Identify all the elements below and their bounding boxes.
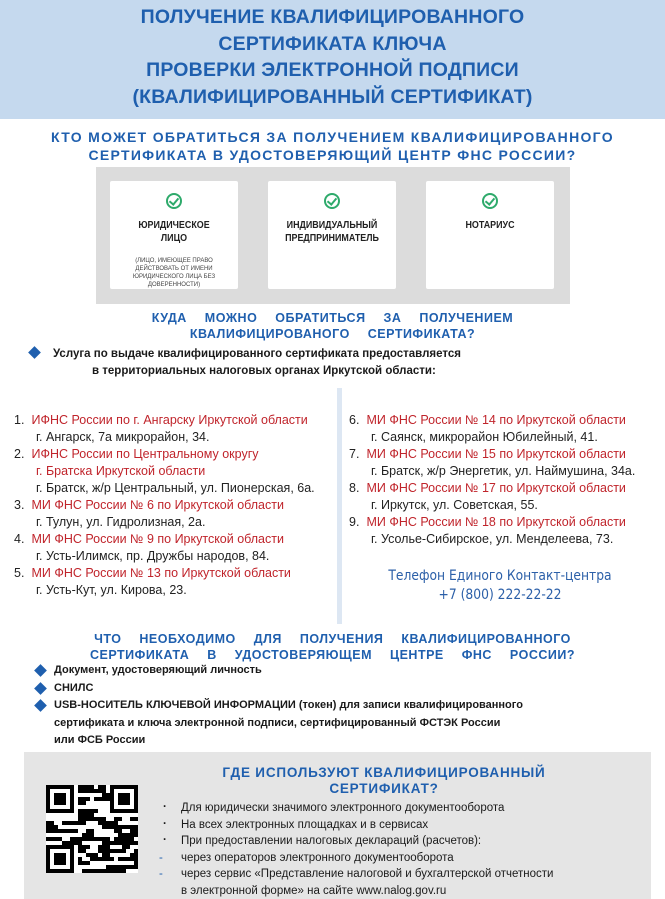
where-title-line-1: КУДА МОЖНО ОБРАТИТЬСЯ ЗА ПОЛУЧЕНИЕМ	[151, 311, 514, 325]
applicant-cards	[96, 167, 570, 304]
who-title-line-1: КТО МОЖЕТ ОБРАТИТЬСЯ ЗА ПОЛУЧЕНИЕМ КВАЛИФИЦИРОВАННОГО	[51, 129, 614, 145]
card-title: ЮРИДИЧЕСКОЕ ЛИЦО	[138, 219, 210, 244]
usage-dash: - через сервис «Представление налоговой и бухгалтерской отчетности	[159, 866, 649, 883]
card-legal-entity	[110, 181, 238, 289]
qr-code-icon[interactable]	[46, 785, 138, 873]
office-item: 6. МИ ФНС России № 14 по Иркутской области г. Саянск, микрорайон Юбилейный, 41.	[349, 413, 626, 444]
where-title-line-2: КВАЛИФИЦИРОВАНОГО СЕРТИФИКАТА?	[189, 327, 476, 341]
offices-left-column	[5, 388, 337, 624]
office-item: 1. ИФНС России по г. Ангарску Иркутской области г. Ангарск, 7а микрорайон, 34.	[14, 413, 308, 444]
usage-bullet: · При предоставлении налоговых деклараций (расчетов):	[159, 833, 649, 850]
diamond-bullet-icon	[28, 346, 41, 359]
who-title-line-2: СЕРТИФИКАТА В УДОСТОВЕРЯЮЩИЙ ЦЕНТР ФНС РОССИИ?	[88, 147, 577, 163]
card-notary	[426, 181, 554, 289]
office-item: 2. ИФНС России по Центральному округу г. Братска Иркутской области г. Братск, ж/р Центральный, ул. Пионерская, 6а.	[14, 447, 315, 495]
check-icon	[482, 193, 498, 209]
usage-title: ГДЕ ИСПОЛЬЗУЮТ КВАЛИФИЦИРОВАННЫЙ СЕРТИФИКАТ?	[222, 765, 546, 796]
need-item: USB-НОСИТЕЛЬ КЛЮЧЕВОЙ ИНФОРМАЦИИ (токен) для записи квалифицированного	[32, 697, 652, 715]
diamond-bullet-icon	[34, 682, 47, 695]
header-line-2: СЕРТИФИКАТА КЛЮЧА	[218, 32, 447, 55]
header-line-3: ПРОВЕРКИ ЭЛЕКТРОННОЙ ПОДПИСИ	[146, 59, 519, 81]
office-item: 7. МИ ФНС России № 15 по Иркутской области г. Братск, ж/р Энергетик, ул. Наймушина, 34а.	[349, 447, 636, 478]
check-icon	[324, 193, 340, 209]
office-item: 8. МИ ФНС России № 17 по Иркутской области г. Иркутск, ул. Советская, 55.	[349, 481, 626, 512]
usage-bullet: · Для юридически значимого электронного документооборота	[159, 800, 649, 817]
office-item: 5. МИ ФНС России № 13 по Иркутской области г. Усть-Кут, ул. Кирова, 23.	[14, 566, 291, 597]
usage-bullet: · На всех электронных площадках и в сервисах	[159, 817, 649, 834]
card-title: ИНДИВИДУАЛЬНЫЙ ПРЕДПРИНИМАТЕЛЬ	[285, 219, 379, 244]
contact-center	[364, 567, 636, 605]
office-item: 9. МИ ФНС России № 18 по Иркутской области г. Усолье-Сибирское, ул. Менделеева, 73.	[349, 515, 626, 546]
card-title: НОТАРИУС	[465, 219, 515, 231]
page-header	[0, 0, 665, 119]
header-line-4: (КВАЛИФИЦИРОВАННЫЙ СЕРТИФИКАТ)	[132, 85, 533, 108]
office-item: 4. МИ ФНС России № 9 по Иркутской области г. Усть-Илимск, пр. Дружбы народов, 84.	[14, 532, 284, 563]
header-line-1: ПОЛУЧЕНИЕ КВАЛИФИЦИРОВАННОГО	[140, 6, 525, 28]
need-title-line-2: СЕРТИФИКАТА В УДОСТОВЕРЯЮЩЕМ ЦЕНТРЕ ФНС РОССИИ?	[90, 648, 575, 662]
contact-label: Телефон Единого Контакт-центра	[388, 568, 612, 584]
need-list: Документ, удостоверяющий личность СНИЛС USB-НОСИТЕЛЬ КЛЮЧЕВОЙ ИНФОРМАЦИИ (токен) для записи квалифицированного сертификата и ключа электронной подписи, сертифицированный ФСТЭК России или ФСБ России	[32, 662, 652, 750]
office-item: 3. МИ ФНС России № 6 по Иркутской области г. Тулун, ул. Гидролизная, 2а.	[14, 498, 284, 529]
usage-list	[159, 800, 649, 899]
need-item: СНИЛС	[32, 680, 652, 698]
check-icon	[166, 193, 182, 209]
card-note: (ЛИЦО, ИМЕЮЩЕЕ ПРАВО ДЕЙСТВОВАТЬ ОТ ИМЕНИ ЮРИДИЧЕСКОГО ЛИЦА БЕЗ ДОВЕРЕННОСТИ)	[132, 258, 216, 288]
need-title-line-1: ЧТО НЕОБХОДИМО ДЛЯ ПОЛУЧЕНИЯ КВАЛИФИЦИРОВАННОГО	[94, 632, 571, 646]
diamond-bullet-icon	[34, 664, 47, 677]
usage-block	[24, 752, 651, 899]
diamond-bullet-icon	[34, 699, 47, 712]
card-individual-entrepreneur	[268, 181, 396, 289]
usage-dash-cont: в электронной форме» на сайте www.nalog.gov.ru	[181, 884, 447, 897]
need-item: Документ, удостоверяющий личность	[32, 662, 652, 680]
service-note: Услуга по выдаче квалифицированного сертификата предоставляется в территориальных налоговых органах Иркутской области:	[30, 346, 630, 380]
contact-phone[interactable]: +7 (800) 222-22-22	[438, 587, 562, 603]
usage-dash: - через операторов электронного документооборота	[159, 850, 649, 867]
